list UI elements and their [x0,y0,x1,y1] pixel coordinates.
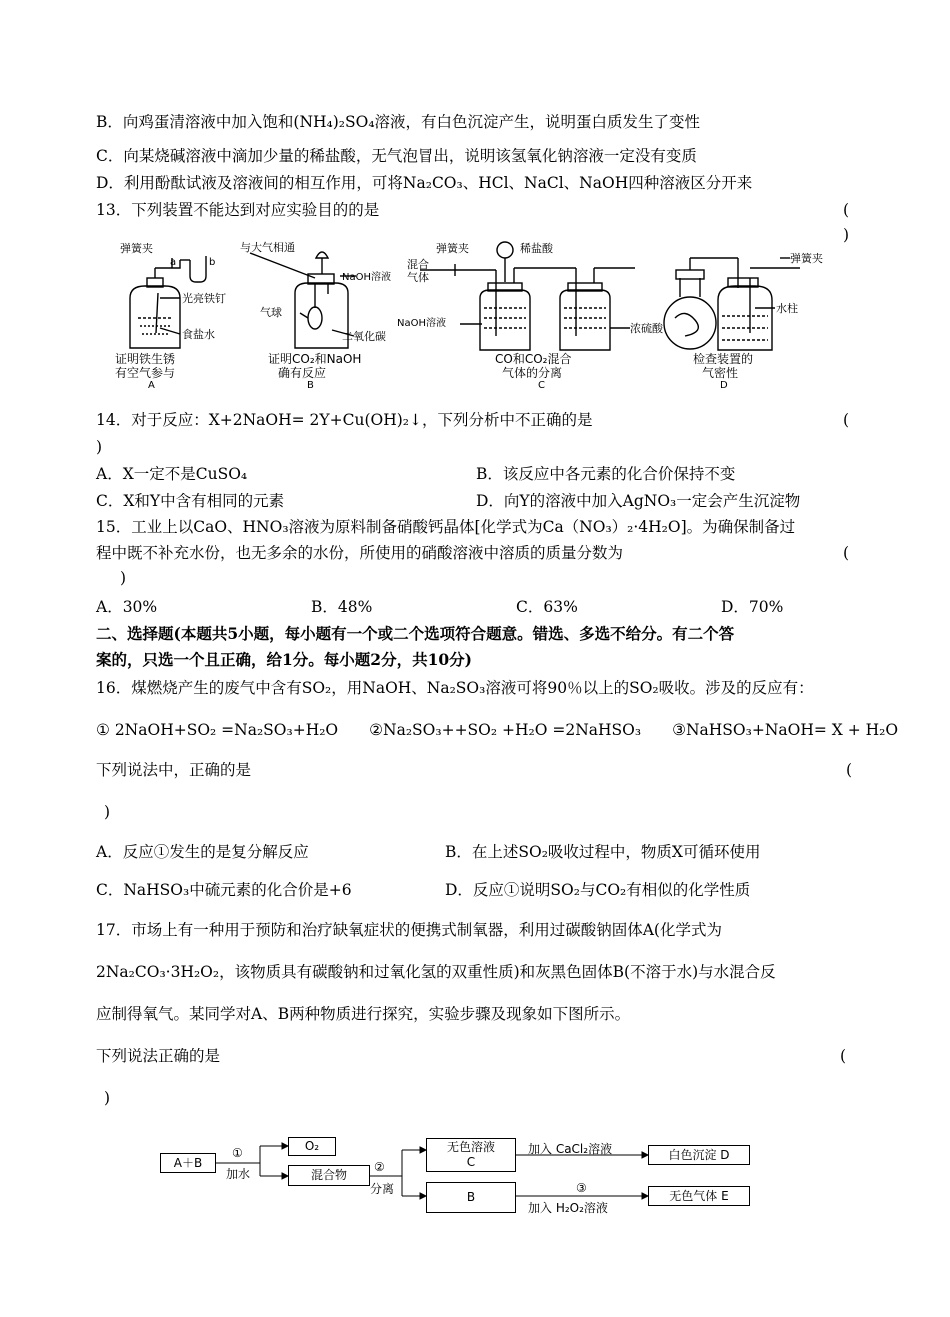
q17-line1: 17．市场上有一种用于预防和治疗缺氧症状的便携式制氧器，利用过碳酸钠固体A(化学式为 [96,921,722,939]
svg-text:水柱: 水柱 [776,302,798,315]
svg-text:浓硫酸: 浓硫酸 [630,322,663,335]
flow-solution-c-box [426,1138,516,1172]
svg-text:D: D [720,380,728,390]
q15-option-c: C．63% [516,598,578,616]
svg-text:A: A [148,380,155,390]
q14-option-d: D．向Y的溶液中加入AgNO₃一定会产生沉淀物 [476,492,801,510]
q17-paren-open: ( [840,1047,847,1065]
q16-option-c: C．NaHSO₃中硫元素的化合价是+6 [96,881,352,899]
q13-apparatus-figure [110,238,840,390]
q14-paren-close: ) [96,438,103,456]
q14-stem: 14．对于反应：X+2NaOH= 2Y+Cu(OH)₂↓，下列分析中不正确的是 [96,411,593,429]
svg-text:光亮铁钉: 光亮铁钉 [182,292,226,305]
svg-text:稀盐酸: 稀盐酸 [520,242,553,255]
q12-option-b: B．向鸡蛋清溶液中加入饱和(NH₄)₂SO₄溶液，有白色沉淀产生，说明蛋白质发生了变性 [96,113,701,131]
q15-line1: 15．工业上以CaO、HNO₃溶液为原料制备硝酸钙晶体[化学式为Ca（NO₃）₂·4H₂O]。为确保制备过 [96,518,796,536]
svg-text:气体的分离: 气体的分离 [502,366,563,380]
flow-step3-num: ③ [576,1181,587,1195]
flow-add-cacl2: 加入 CaCl₂溶液 [528,1142,613,1156]
q17-question: 下列说法正确的是 [96,1047,221,1065]
q16-option-a: A．反应①发生的是复分解反应 [96,843,309,861]
q17-line3: 应制得氧气。某同学对A、B两种物质进行探究，实验步骤及现象如下图所示。 [96,1005,631,1023]
q16-paren-open: ( [846,761,853,779]
flow-o2-box: O₂ [288,1137,336,1156]
q13-paren-close: ) [843,226,850,244]
q12-option-c: C．向某烧碱溶液中滴加少量的稀盐酸，无气泡冒出，说明该氢氧化钠溶液一定没有变质 [96,147,697,165]
q15-option-b: B．48% [311,598,373,616]
q16-option-d: D．反应①说明SO₂与CO₂有相似的化学性质 [445,881,751,899]
q13-stem: 13．下列装置不能达到对应实验目的的是 [96,201,380,219]
q14-option-a: A．X一定不是CuSO₄ [96,465,248,483]
flow-step2-num: ② [374,1160,385,1174]
q16-stem: 16．煤燃烧产生的废气中含有SO₂，用NaOH、Na₂SO₃溶液可将90％以上的SO₂吸收。涉及的反应有： [96,679,814,697]
q16-question: 下列说法中，正确的是 [96,761,252,779]
svg-text:NaOH溶液: NaOH溶液 [397,318,446,329]
q12-option-d: D．利用酚酞试液及溶液间的相互作用，可将Na₂CO₃、HCl、NaCl、NaOH四种溶液区分开来 [96,174,753,192]
flow-solution-c-line2: C [466,1155,476,1169]
q15-line2: 程中既不补充水份，也无多余的水份，所使用的硝酸溶液中溶质的质量分数为 [96,544,624,562]
flow-b-box: B [426,1182,516,1213]
section2-heading-line2: 案的，只选一个且正确，给1分。每小题2分，共10分) [96,650,472,669]
svg-text:弹簧夹: 弹簧夹 [790,252,823,265]
svg-text:C: C [538,380,545,390]
flow-step1-num: ① [232,1146,243,1160]
svg-text:二氧化碳: 二氧化碳 [342,330,386,343]
flow-solution-c-line1: 无色溶液 [446,1140,495,1154]
svg-text:NaOH溶液: NaOH溶液 [342,272,391,283]
svg-text:确有反应: 确有反应 [278,366,327,380]
q14-option-b: B．该反应中各元素的化合价保持不变 [476,465,736,483]
flow-add-h2o2: 加入 H₂O₂溶液 [528,1201,608,1215]
flow-start-box: A＋B [160,1153,216,1173]
svg-text:b: b [209,257,216,268]
flow-step1-label: 加水 [226,1167,251,1181]
svg-text:气球: 气球 [260,306,282,319]
fig-a-label-clamp: 弹簧夹 [120,242,153,255]
flow-precipitate-d-box: 白色沉淀 D [648,1145,750,1165]
svg-text:与大气相通: 与大气相通 [240,241,295,254]
q13-paren-open: ( [843,201,850,219]
svg-text:弹簧夹: 弹簧夹 [436,242,469,255]
q15-option-d: D．70% [721,598,784,616]
q15-paren-close: ) [120,569,127,587]
flow-gas-e-box: 无色气体 E [648,1186,750,1206]
q17-paren-close: ) [104,1089,111,1107]
q16-paren-close: ) [104,803,111,821]
q16-reactions: ① 2NaOH+SO₂ =Na₂SO₃+H₂O ②Na₂SO₃++SO₂ +H₂O =2NaHSO₃ ③NaHSO₃+NaOH= X + H₂O [96,721,899,739]
fig-c-caption: CO和CO₂混合 [495,352,572,366]
q15-paren-open: ( [843,544,850,562]
section2-heading-line1: 二、选择题(本题共5小题，每小题有一个或二个选项符合题意。错选、多选不给分。有二个答 [96,624,735,643]
q15-option-a: A．30% [96,598,158,616]
svg-text:气体: 气体 [407,271,429,284]
fig-d-caption: 检查装置的 [693,352,754,366]
svg-text:气密性: 气密性 [702,366,739,380]
q14-option-c: C．X和Y中含有相同的元素 [96,492,285,510]
q14-paren-open: ( [843,411,850,429]
svg-text:B: B [307,380,314,390]
fig-a-caption: 证明铁生锈 [115,352,176,366]
fig-b-caption: 证明CO₂和NaOH [268,352,362,366]
flow-step2-label: 分离 [370,1182,395,1196]
svg-text:混合: 混合 [407,258,429,271]
svg-text:a: a [170,257,177,268]
svg-text:有空气参与: 有空气参与 [115,366,176,380]
q17-line2: 2Na₂CO₃·3H₂O₂，该物质具有碳酸钠和过氧化氢的双重性质)和灰黑色固体B(不溶于水)与水混合反 [96,963,776,981]
q16-option-b: B．在上述SO₂吸收过程中，物质X可循环使用 [445,843,761,861]
svg-text:食盐水: 食盐水 [182,328,215,341]
flow-mixture-box: 混合物 [288,1165,370,1186]
